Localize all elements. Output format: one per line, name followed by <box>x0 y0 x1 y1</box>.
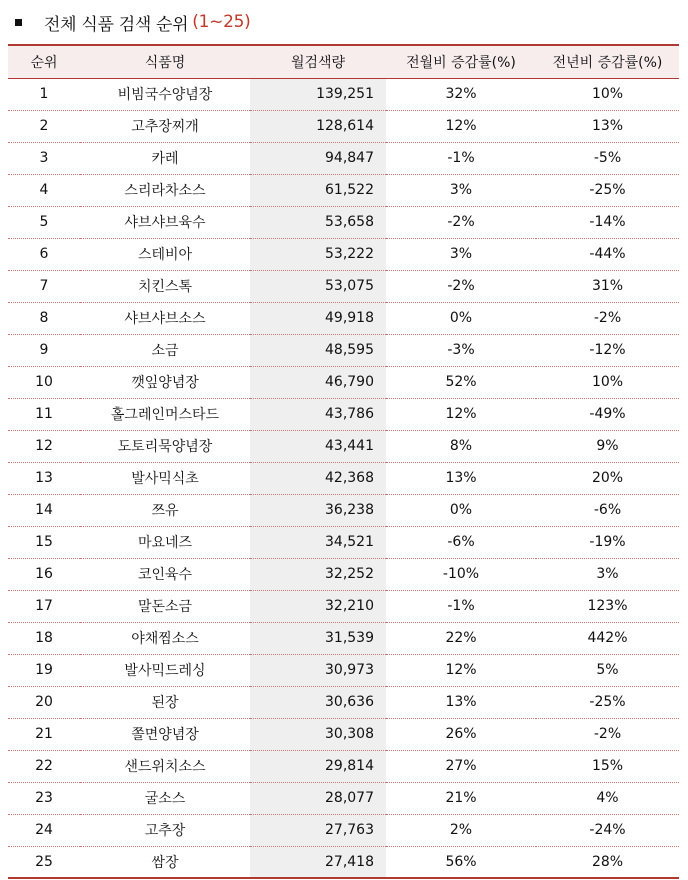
rank-cell: 16 <box>35 566 53 582</box>
mom-change-cell: 32% <box>445 86 477 102</box>
food-name-cell: 발사믹드레싱 <box>124 663 206 679</box>
rank-cell: 4 <box>39 182 49 198</box>
yoy-change-cell: -49% <box>589 406 626 422</box>
yoy-change-cell: -19% <box>589 534 626 550</box>
food-name-cell: 발사믹식초 <box>131 471 199 487</box>
food-name-cell: 스테비아 <box>137 247 193 263</box>
yoy-change-cell: 5% <box>596 662 619 678</box>
rank-cell: 15 <box>35 534 53 550</box>
monthly-volume-cell: 34,521 <box>250 526 386 558</box>
rank-cell: 2 <box>39 118 49 134</box>
yoy-change-cell: 3% <box>596 566 619 582</box>
mom-change-cell: 0% <box>449 502 473 518</box>
table-row <box>8 622 679 654</box>
mom-change-cell: 12% <box>445 406 477 422</box>
rank-cell: 21 <box>35 726 53 742</box>
table-row <box>8 686 679 718</box>
monthly-volume-cell: 36,238 <box>250 494 386 526</box>
food-name-cell: 샤브샤브육수 <box>124 215 206 231</box>
monthly-volume-cell: 29,814 <box>250 750 386 782</box>
table-row <box>8 526 679 558</box>
rank-cell: 1 <box>39 86 49 102</box>
yoy-change-cell: 10% <box>591 86 624 102</box>
mom-change-cell: -2% <box>447 278 475 294</box>
table-row <box>8 718 679 750</box>
monthly-volume-cell: 48,595 <box>250 334 386 366</box>
table-row <box>8 430 679 462</box>
mom-change-cell: 3% <box>449 246 473 262</box>
mom-change-cell: 12% <box>445 662 477 678</box>
yoy-change-cell: -2% <box>593 726 622 742</box>
yoy-change-cell: 15% <box>591 758 624 774</box>
table-row <box>8 750 679 782</box>
food-name-cell: 치킨스톡 <box>137 279 193 295</box>
food-name-cell: 샤브샤브소스 <box>124 311 206 327</box>
yoy-change-cell: 9% <box>596 438 619 454</box>
rank-cell: 25 <box>35 853 53 870</box>
monthly-volume-cell: 53,658 <box>250 206 386 238</box>
yoy-change-cell: 31% <box>591 278 624 294</box>
mom-change-cell: 26% <box>445 726 477 742</box>
rank-cell: 7 <box>39 278 49 294</box>
header-rank: 순위 <box>30 54 58 71</box>
mom-change-cell: -3% <box>447 342 475 358</box>
mom-change-cell: -1% <box>447 150 475 166</box>
mom-change-cell: 8% <box>449 438 473 454</box>
monthly-volume-cell: 128,614 <box>250 110 386 142</box>
yoy-change-cell: -25% <box>589 182 626 198</box>
mom-change-cell: -10% <box>442 566 480 582</box>
header-mom-change: 전월비 증감률(%) <box>406 54 516 71</box>
table-row <box>8 814 679 846</box>
food-name-cell: 굴소스 <box>144 791 186 807</box>
table-row <box>8 238 679 270</box>
monthly-volume-cell: 53,075 <box>250 270 386 302</box>
monthly-volume-cell: 139,251 <box>250 78 386 110</box>
yoy-change-cell: -44% <box>589 246 626 262</box>
food-name-cell: 깻잎양념장 <box>131 375 199 391</box>
rank-cell: 19 <box>35 662 53 678</box>
monthly-volume-cell: 49,918 <box>250 302 386 334</box>
rank-cell: 6 <box>39 246 49 262</box>
mom-change-cell: 12% <box>445 118 477 134</box>
table-row <box>8 334 679 366</box>
yoy-change-cell: 13% <box>591 118 624 134</box>
yoy-change-cell: 28% <box>591 853 624 870</box>
rank-cell: 14 <box>35 502 53 518</box>
mom-change-cell: 22% <box>445 630 477 646</box>
table-row <box>8 174 679 206</box>
rank-cell: 9 <box>39 342 49 358</box>
rank-cell: 5 <box>39 214 49 230</box>
yoy-change-cell: -25% <box>589 694 626 710</box>
monthly-volume-cell: 30,973 <box>250 654 386 686</box>
rank-cell: 17 <box>35 598 53 614</box>
rank-cell: 12 <box>35 438 53 454</box>
rank-cell: 23 <box>35 790 53 806</box>
table-row <box>8 398 679 430</box>
mom-change-cell: 56% <box>445 853 477 870</box>
table-row <box>8 590 679 622</box>
square-bullet-icon <box>15 19 22 26</box>
mom-change-cell: -6% <box>447 534 475 550</box>
table-row <box>8 142 679 174</box>
mom-change-cell: 52% <box>445 374 477 390</box>
yoy-change-cell: -14% <box>589 214 626 230</box>
monthly-volume-cell: 27,763 <box>250 814 386 846</box>
food-name-cell: 야채찜소스 <box>131 631 199 647</box>
monthly-volume-cell: 32,210 <box>250 590 386 622</box>
mom-change-cell: 3% <box>449 182 473 198</box>
monthly-volume-cell: 61,522 <box>250 174 386 206</box>
food-name-cell: 고추장찌개 <box>131 119 199 135</box>
yoy-change-cell: 123% <box>587 598 628 614</box>
header-food-name: 식품명 <box>144 54 186 71</box>
table-header-row <box>8 45 679 78</box>
rank-cell: 10 <box>35 374 53 390</box>
mom-change-cell: 0% <box>449 310 473 326</box>
monthly-volume-cell: 30,636 <box>250 686 386 718</box>
yoy-change-cell: -5% <box>593 150 622 166</box>
monthly-volume-cell: 43,786 <box>250 398 386 430</box>
food-name-cell: 쯔유 <box>151 503 179 519</box>
food-name-cell: 스리라차소스 <box>124 183 206 199</box>
yoy-change-cell: -2% <box>593 310 622 326</box>
table-row <box>8 302 679 334</box>
rank-cell: 18 <box>35 630 53 646</box>
yoy-change-cell: -12% <box>589 342 626 358</box>
monthly-volume-cell: 27,418 <box>250 846 386 878</box>
rank-cell: 24 <box>35 822 53 838</box>
food-search-ranking-table <box>8 44 679 879</box>
table-row <box>8 782 679 814</box>
table-row <box>8 558 679 590</box>
table-row <box>8 206 679 238</box>
yoy-change-cell: -24% <box>589 822 626 838</box>
mom-change-cell: -1% <box>447 598 475 614</box>
title-range: (1~25) <box>192 12 251 32</box>
rank-cell: 8 <box>39 310 49 326</box>
yoy-change-cell: 20% <box>591 470 624 486</box>
monthly-volume-cell: 31,539 <box>250 622 386 654</box>
monthly-volume-cell: 30,308 <box>250 718 386 750</box>
rank-cell: 13 <box>35 470 53 486</box>
yoy-change-cell: 10% <box>591 374 624 390</box>
food-name-cell: 쫄면양념장 <box>131 727 199 743</box>
food-name-cell: 샌드위치소스 <box>124 759 206 775</box>
mom-change-cell: 2% <box>449 822 473 838</box>
mom-change-cell: -2% <box>447 214 475 230</box>
food-name-cell: 코인육수 <box>137 567 193 583</box>
yoy-change-cell: 442% <box>587 630 628 646</box>
food-name-cell: 소금 <box>151 343 179 359</box>
food-name-cell: 비빔국수양념장 <box>117 87 213 103</box>
table-row <box>8 366 679 398</box>
header-yoy-change: 전년비 증감률(%) <box>552 54 663 71</box>
mom-change-cell: 27% <box>445 758 477 774</box>
food-name-cell: 홀그레인머스타드 <box>110 407 220 423</box>
monthly-volume-cell: 28,077 <box>250 782 386 814</box>
table-row <box>8 78 679 110</box>
monthly-volume-cell: 43,441 <box>250 430 386 462</box>
title-text: 전체 식품 검색 순위 <box>44 14 189 35</box>
yoy-change-cell: -6% <box>593 502 622 518</box>
rank-cell: 20 <box>35 694 53 710</box>
food-name-cell: 카레 <box>151 151 179 167</box>
food-name-cell: 고추장 <box>144 823 186 839</box>
food-name-cell: 쌈장 <box>151 854 179 871</box>
monthly-volume-cell: 46,790 <box>250 366 386 398</box>
food-name-cell: 마요네즈 <box>137 535 193 551</box>
table-row <box>8 846 679 878</box>
table-row <box>8 270 679 302</box>
section-title <box>12 8 250 36</box>
food-name-cell: 된장 <box>151 695 179 711</box>
mom-change-cell: 13% <box>445 694 477 710</box>
mom-change-cell: 21% <box>445 790 477 806</box>
header-monthly-volume: 월검색량 <box>290 54 346 71</box>
monthly-volume-cell: 53,222 <box>250 238 386 270</box>
table-row <box>8 462 679 494</box>
monthly-volume-cell: 32,252 <box>250 558 386 590</box>
rank-cell: 3 <box>39 150 49 166</box>
monthly-volume-cell: 94,847 <box>250 142 386 174</box>
food-name-cell: 말돈소금 <box>137 599 193 615</box>
rank-cell: 11 <box>35 406 53 422</box>
table-row <box>8 110 679 142</box>
table-row <box>8 494 679 526</box>
monthly-volume-cell: 42,368 <box>250 462 386 494</box>
food-name-cell: 도토리묵양념장 <box>117 439 213 455</box>
rank-cell: 22 <box>35 758 53 774</box>
table-row <box>8 654 679 686</box>
yoy-change-cell: 4% <box>596 790 619 806</box>
mom-change-cell: 13% <box>445 470 477 486</box>
